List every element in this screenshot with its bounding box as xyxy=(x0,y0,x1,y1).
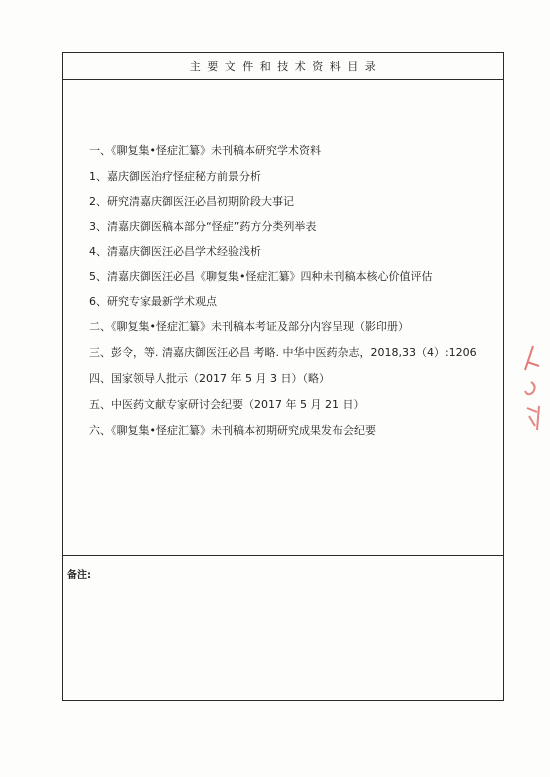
list-item: 五、中医药文献专家研讨会纪要（2017 年 5 月 21 日） xyxy=(89,398,365,411)
list-item: 三、彭令，等. 清嘉庆御医汪必昌 考略. 中华中医药杂志，2018,33（4）:1206 xyxy=(89,346,477,359)
catalog-table xyxy=(62,52,504,701)
list-item: 1、嘉庆御医治疗怪症秘方前景分析 xyxy=(89,170,261,183)
list-item: 3、清嘉庆御医稿本部分“怪症”药方分类列举表 xyxy=(89,220,317,233)
page-title: 主要文件和技术资料目录 xyxy=(189,60,383,73)
list-item: 四、国家领导人批示（2017 年 5 月 3 日）（略） xyxy=(89,372,330,385)
list-item: 2、研究清嘉庆御医汪必昌初期阶段大事记 xyxy=(89,195,294,208)
list-item: 一、《聊复集•怪症汇纂》未刊稿本研究学术资料 xyxy=(89,144,321,157)
red-seal-edge xyxy=(515,340,545,440)
list-item: 5、清嘉庆御医汪必昌《聊复集•怪症汇纂》四种未刊稿本核心价值评估 xyxy=(89,270,433,283)
list-item: 6、研究专家最新学术观点 xyxy=(89,295,217,308)
table-header xyxy=(63,53,503,80)
list-item: 六、《聊复集•怪症汇纂》未刊稿本初期研究成果发布会纪要 xyxy=(89,424,376,437)
notes-section xyxy=(63,556,503,701)
list-item: 4、清嘉庆御医汪必昌学术经验浅析 xyxy=(89,245,261,258)
catalog-list xyxy=(63,80,503,556)
notes-label: 备注: xyxy=(67,570,91,581)
list-item: 二、《聊复集•怪症汇纂》未刊稿本考证及部分内容呈现（影印册） xyxy=(89,320,409,333)
